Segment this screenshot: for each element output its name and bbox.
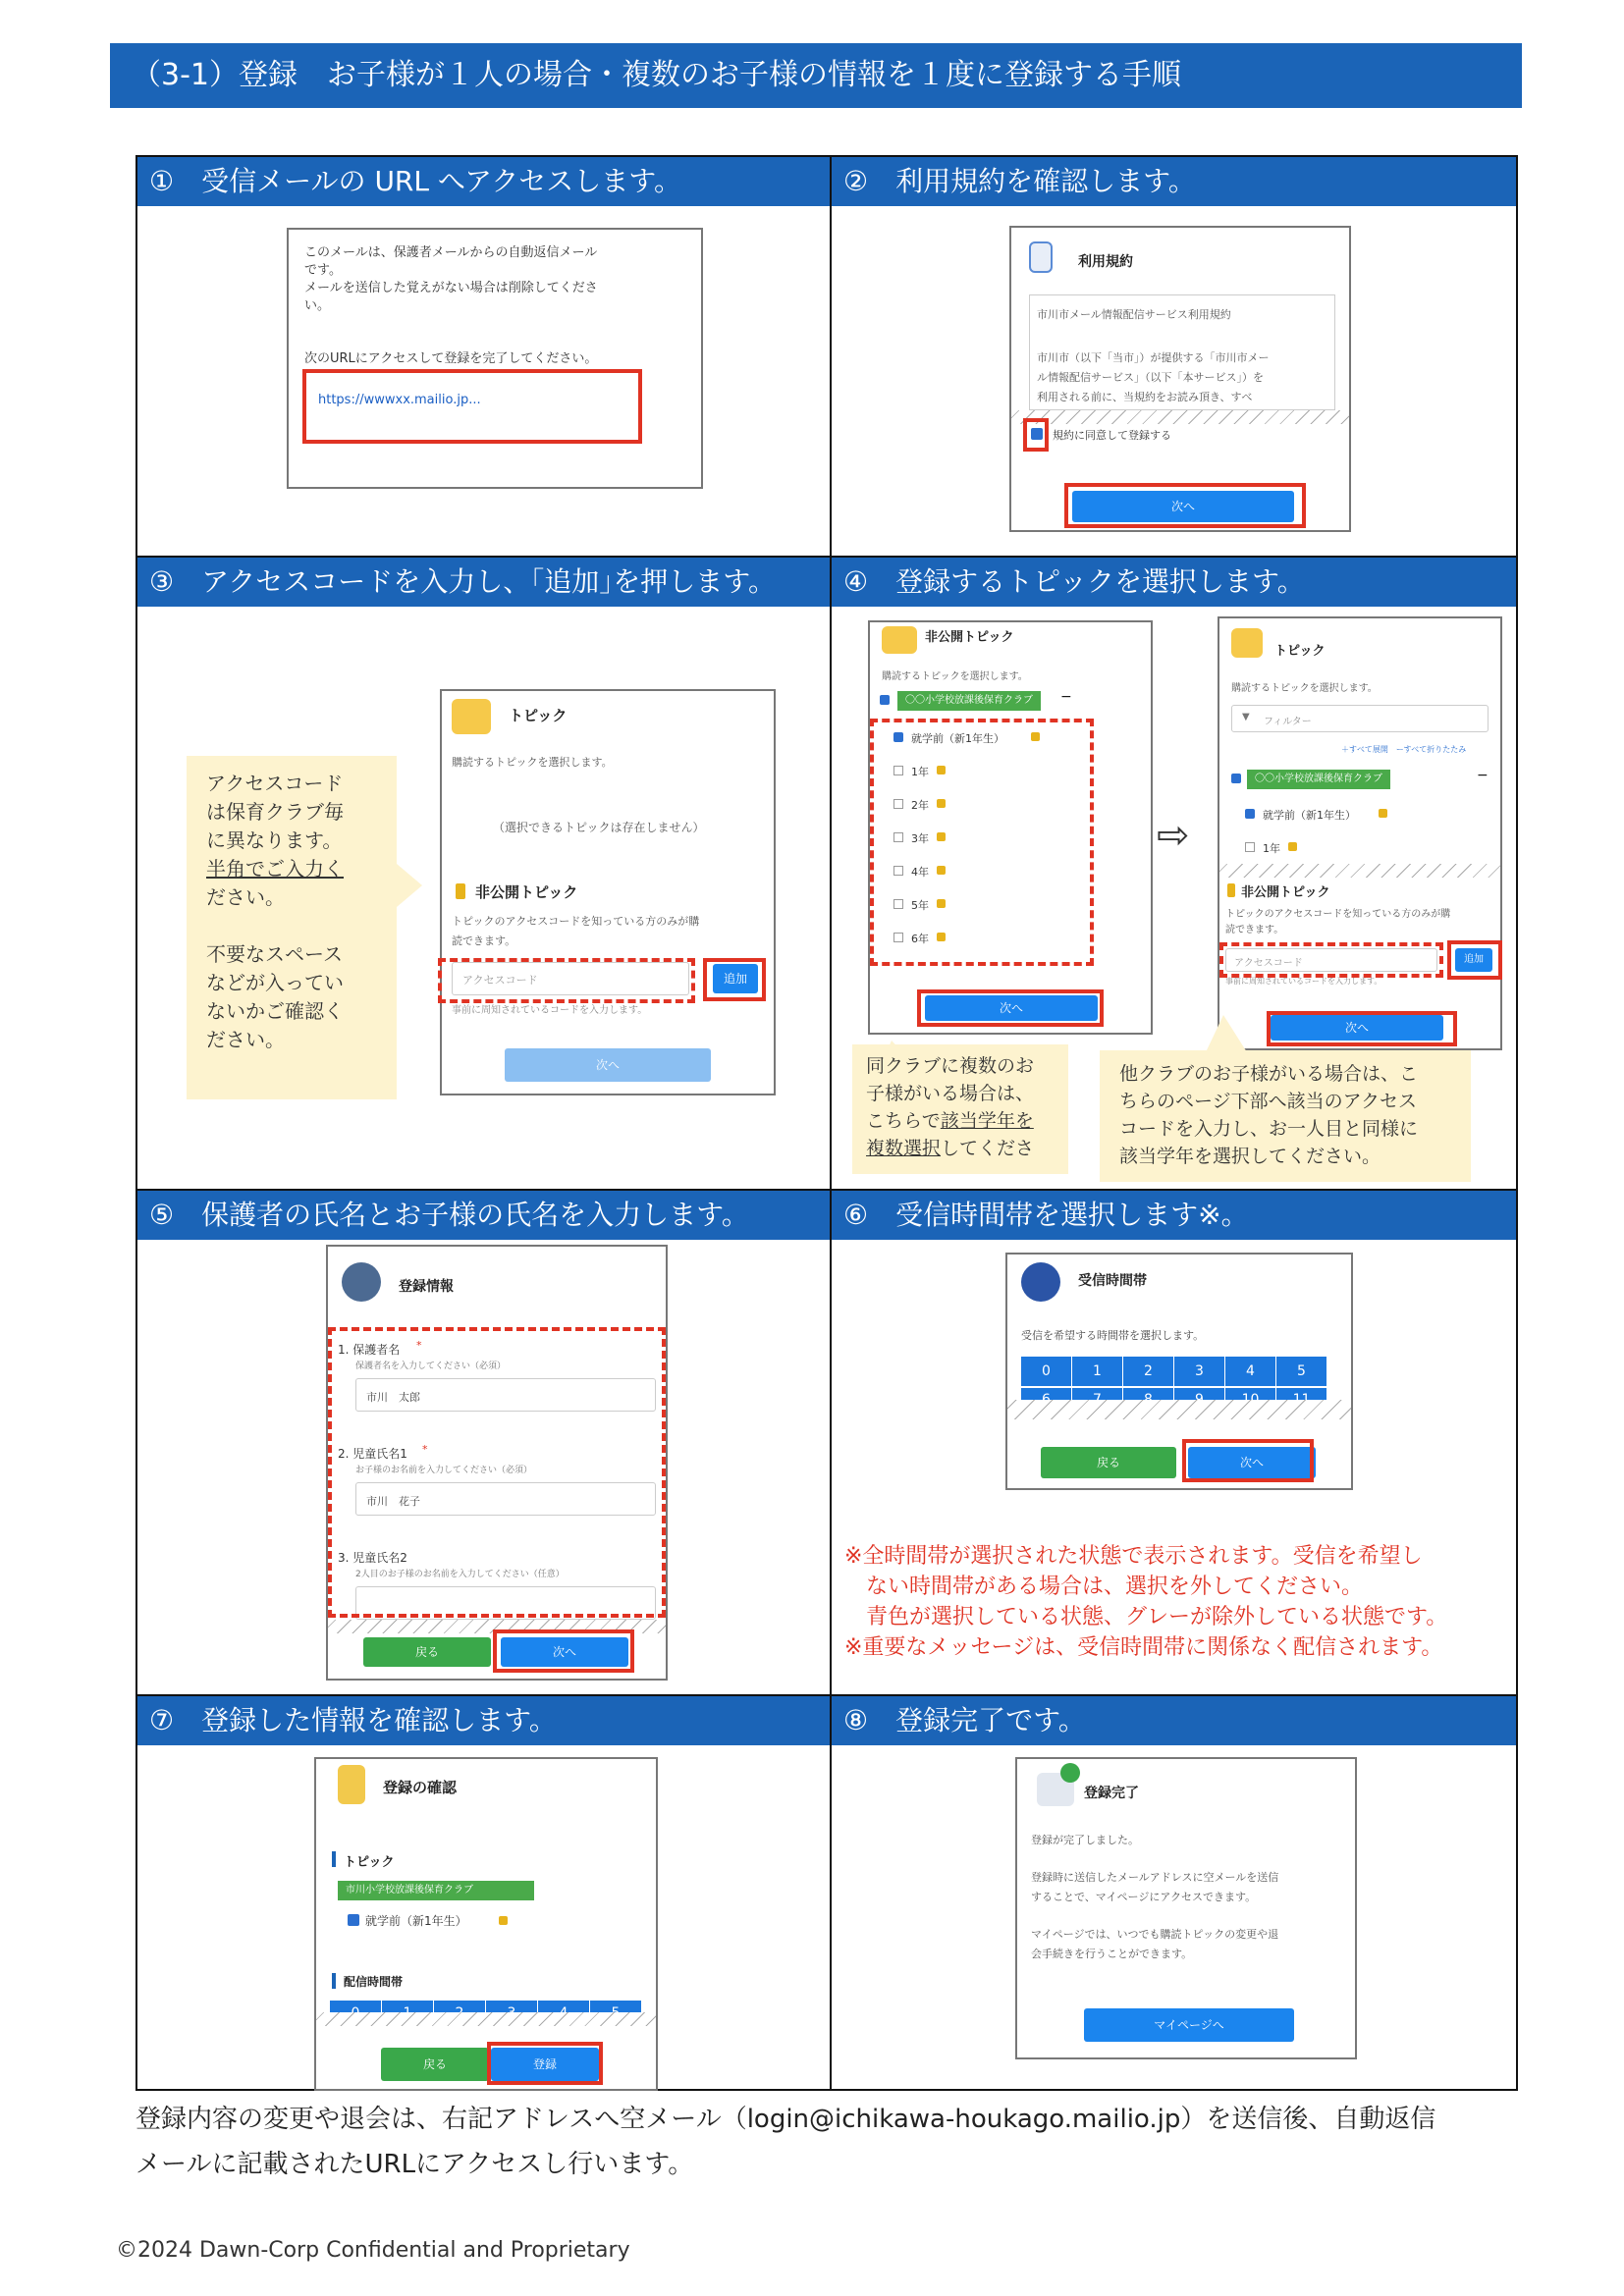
hour-cell[interactable]: 3: [1174, 1357, 1224, 1386]
time-note-line: ない時間帯がある場合は、選択を外してください。: [844, 1575, 1364, 1599]
user-icon: [342, 1262, 381, 1302]
next-button[interactable]: 次へ: [505, 1048, 711, 1082]
other-club-callout: 他クラブのお子様がいる場合は、こ ちらのページ下部へ該当のアクセス コードを入力し、お一人目と同様に 該当学年を選択してください。: [1100, 1050, 1471, 1182]
next-button[interactable]: 次へ: [501, 1637, 628, 1667]
next-button[interactable]: 次へ: [925, 995, 1098, 1021]
add-button[interactable]: 追加: [713, 964, 758, 993]
hour-cell[interactable]: 1: [1072, 1357, 1122, 1386]
lock-icon: [1288, 842, 1297, 851]
mypage-button[interactable]: マイページへ: [1084, 2008, 1294, 2042]
filter-input[interactable]: ▼ フィルター: [1231, 705, 1489, 732]
private-topic-screenshot: 非公開トピック 購読するトピックを選択します。 〇〇小学校放課後保育クラブ − 就学前（新1年生） 1年 2年 3年 4年 5年 6年 次へ: [868, 620, 1153, 1035]
next-highlight: [493, 1629, 634, 1673]
callout-pointer: [1206, 1015, 1247, 1052]
club-tag: 〇〇小学校放課後保育クラブ: [1247, 770, 1390, 789]
step-2-header: ② 利用規約を確認します。: [832, 157, 1516, 206]
next-button[interactable]: 次へ: [1188, 1447, 1316, 1478]
expand-collapse-links[interactable]: ＋すべて展開 ーすべて折りたたみ: [1341, 745, 1467, 754]
grade-checkbox[interactable]: [1245, 842, 1255, 852]
access-code-input[interactable]: アクセスコード: [1225, 948, 1437, 972]
footer-line-2: メールに記載されたURLにアクセスし行います。: [135, 2150, 694, 2179]
topic-icon: [452, 699, 491, 734]
next-button[interactable]: 次へ: [1072, 491, 1294, 522]
footer-line-1: 登録内容の変更や退会は、右記アドレスへ空メール（login@ichikawa-houkago.mailio.jp）を送信後、自動返信: [135, 2105, 1436, 2134]
add-highlight: [1447, 940, 1502, 980]
page-title: （3-1）登録 お子様が１人の場合・複数のお子様の情報を１度に登録する手順: [110, 43, 1522, 108]
hour-cell[interactable]: 2: [1123, 1357, 1173, 1386]
hour-cell[interactable]: 0: [1021, 1357, 1071, 1386]
lock-icon: [499, 1916, 508, 1925]
step-1-header: ① 受信メールの URL へアクセスします。: [137, 157, 830, 206]
add-highlight: [703, 958, 766, 1001]
register-highlight: [487, 2042, 603, 2085]
form-highlight: [328, 1327, 666, 1618]
terms-screenshot: 利用規約 市川市メール情報配信サービス利用規約 市川市（以下「当市」）が提供する「市川市メー ル情報配信サービス」（以下「本サービス」）を 利用される前に、当規約をお読み頂き、すべ 規約に同意して登録する 次へ: [1009, 226, 1351, 532]
document-icon: [1029, 241, 1053, 273]
topic-icon: [882, 626, 917, 654]
time-note-line: ※全時間帯が選択された状態で表示されます。受信を希望し: [844, 1544, 1423, 1569]
access-code-callout: アクセスコード は保育クラブ毎 に異なります。 半角でご入力く ださい。 不要なスペース などが入ってい ないかご確認く ださい。: [187, 756, 397, 1099]
key-icon: [456, 883, 465, 899]
register-button[interactable]: 登録: [491, 2048, 599, 2081]
next-highlight: [917, 989, 1104, 1027]
callout-pointer: [397, 864, 422, 907]
gear-icon: [1021, 1262, 1060, 1302]
clipboard-icon: [338, 1765, 365, 1804]
step-7-header: ⑦ 登録した情報を確認します。: [137, 1696, 830, 1745]
copyright: ©2024 Dawn-Corp Confidential and Proprietary: [116, 2238, 630, 2263]
step-4-header: ④ 登録するトピックを選択します。: [832, 558, 1516, 607]
reception-time-screenshot: 受信時間帯 受信を希望する時間帯を選択します。 0 1 2 3 4 5 戻る 次へ: [1005, 1253, 1353, 1490]
grid-divider: [830, 155, 832, 2091]
time-note-line: 青色が選択している状態、グレーが除外している状態です。: [844, 1605, 1448, 1629]
back-button[interactable]: 戻る: [1041, 1447, 1176, 1478]
registration-info-screenshot: 登録情報 1. 保護者名 * 保護者名を入力してください（必須） 市川 太郎 2. 児童氏名1 * お子様のお名前を入力してください（必須） 市川 花子 3. 児童氏名2 2人目のお子様のお名前を入力してください（任意） 戻る 次へ: [326, 1245, 668, 1681]
email-url-link[interactable]: https://wwwxx.mailio.jp...: [318, 393, 481, 407]
input-highlight: [438, 958, 695, 1003]
next-button[interactable]: 次へ: [1271, 1015, 1443, 1041]
step-6-header: ⑥ 受信時間帯を選択します※。: [832, 1191, 1516, 1240]
access-code-input[interactable]: アクセスコード: [452, 962, 689, 995]
grade-checkbox[interactable]: [1245, 809, 1255, 819]
check-icon: [1060, 1763, 1080, 1783]
confirmation-screenshot: 登録の確認 トピック 市川小学校放課後保育クラブ 就学前（新1年生） 配信時間帯 戻る 登録: [314, 1757, 658, 2091]
same-club-callout: 同クラブに複数のお 子様がいる場合は、 こちらで該当学年を 複数選択してくださ: [852, 1044, 1068, 1174]
checkbox-highlight: [1023, 418, 1049, 452]
back-button[interactable]: 戻る: [381, 2048, 489, 2081]
input-highlight: [1219, 942, 1443, 978]
step-3-header: ③ アクセスコードを入力し、｢追加｣を押します。: [137, 558, 830, 607]
hour-cell[interactable]: 4: [1225, 1357, 1275, 1386]
guardian-name-input[interactable]: 市川 太郎: [355, 1378, 656, 1412]
club-tag: 〇〇小学校放課後保育クラブ: [897, 691, 1041, 711]
time-note-line: ※重要なメッセージは、受信時間帯に関係なく配信されます。: [844, 1635, 1443, 1660]
lock-icon: [1379, 809, 1387, 818]
topic-filter-screenshot: トピック 購読するトピックを選択します。 ▼ フィルター ＋すべて展開 ーすべて折りたたみ 〇〇小学校放課後保育クラブ − 就学前（新1年生） 1年 非公開トピック トピックのアクセスコードを知っている方のみが購 読できます。 アクセスコード 追加 事前に周知されているコードを入力します。 次へ: [1218, 616, 1502, 1050]
registration-complete-screenshot: 登録完了 登録が完了しました。 登録時に送信したメールアドレスに空メールを送信 することで、マイページにアクセスできます。 マイページでは、いつでも購読トピックの変更や退 会手続きを行うことができます。 マイページへ: [1015, 1757, 1357, 2059]
next-highlight: [1182, 1439, 1314, 1482]
step-5-header: ⑤ 保護者の氏名とお子様の氏名を入力します。: [137, 1191, 830, 1240]
next-highlight: [1267, 1011, 1457, 1046]
back-button[interactable]: 戻る: [363, 1637, 491, 1667]
email-screenshot: このメールは、保護者メールからの自動返信メール です。 メールを送信した覚えがない場合は削除してくださ い。 次のURLにアクセスして登録を完了してください。 https://wwwxx.mailio.jp...: [287, 228, 703, 489]
topic-icon: [1231, 628, 1263, 658]
arrow-right-icon: ⇨: [1157, 813, 1190, 858]
key-icon: [1227, 883, 1235, 897]
add-button[interactable]: 追加: [1455, 948, 1492, 972]
club-tag: 市川小学校放課後保育クラブ: [338, 1881, 534, 1900]
next-highlight: [1064, 483, 1306, 528]
child-name-1-input[interactable]: 市川 花子: [355, 1482, 656, 1516]
topic-screenshot: トピック 購読するトピックを選択します。 （選択できるトピックは存在しません） 非公開トピック トピックのアクセスコードを知っている方のみが購 読できます。 アクセスコード 追加 事前に周知されているコードを入力します。 次へ: [440, 689, 776, 1095]
grades-highlight: [870, 719, 1094, 966]
step-8-header: ⑧ 登録完了です。: [832, 1696, 1516, 1745]
url-highlight: [302, 369, 642, 444]
hour-cell[interactable]: 5: [1276, 1357, 1326, 1386]
